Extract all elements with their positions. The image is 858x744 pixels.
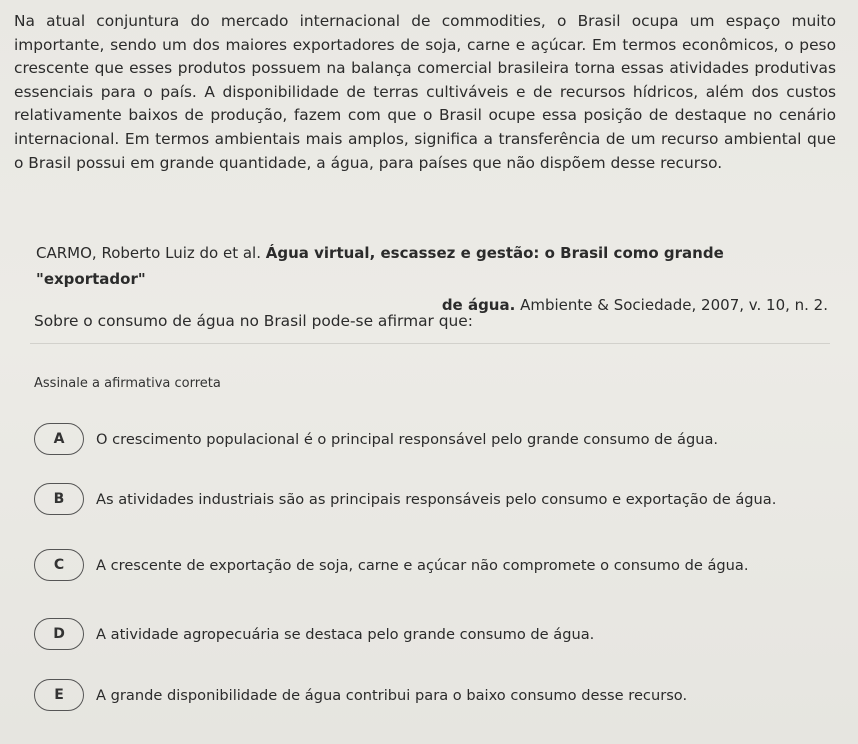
divider: [30, 343, 830, 344]
option-e[interactable]: [34, 679, 824, 711]
instruction-text: Assinale a afirmativa correta: [34, 376, 221, 391]
option-text-d[interactable]: A atividade agropecuária se destaca pelo grande consumo de água.: [96, 625, 595, 643]
option-letter-d[interactable]: D: [34, 618, 84, 650]
option-letter-b[interactable]: B: [34, 483, 84, 515]
option-letter-e[interactable]: E: [34, 679, 84, 711]
option-text-a[interactable]: O crescimento populacional é o principal responsável pelo grande consumo de água.: [96, 430, 719, 448]
question-text: Sobre o consumo de água no Brasil pode-se afirmar que:: [34, 312, 473, 330]
option-a[interactable]: [34, 423, 824, 455]
option-d[interactable]: [34, 618, 824, 650]
citation: [36, 240, 828, 318]
option-letter-a[interactable]: A: [34, 423, 84, 455]
citation-authors: CARMO, Roberto Luiz do et al.: [36, 244, 266, 262]
passage-text: Na atual conjuntura do mercado internacional de commodities, o Brasil ocupa um espaço muito importante, sendo um dos maiores exportadores de soja, carne e açúcar. Em termos econômicos, o peso crescente que esses produtos possuem na balança comercial brasileira torna essas atividades produtivas essenciais para o país. A disponibilidade de terras cultiváveis e de recursos hídricos, além dos custos relativamente baixos de produção, fazem com que o Brasil ocupe essa posição de destaque no cenário internacional. Em termos ambientais mais amplos, significa a transferência de um recurso ambiental que o Brasil possui em grande quantidade, a água, para países que não dispõem desse recurso.: [14, 12, 836, 172]
citation-title-continued: de água.: [441, 296, 516, 314]
option-b[interactable]: [34, 483, 824, 515]
option-text-c[interactable]: A crescente de exportação de soja, carne e açúcar não compromete o consumo de água.: [96, 556, 749, 574]
citation-source: Ambiente & Sociedade, 2007, v. 10, n. 2.: [515, 296, 828, 314]
option-text-e[interactable]: A grande disponibilidade de água contribui para o baixo consumo desse recurso.: [96, 686, 688, 704]
option-text-b[interactable]: As atividades industriais são as principais responsáveis pelo consumo e exportação de água.: [96, 490, 777, 508]
option-letter-c[interactable]: C: [34, 549, 84, 581]
option-c[interactable]: [34, 549, 824, 581]
citation-title: Água virtual, escassez e gestão: o Brasil como grande "exportador": [36, 244, 724, 288]
